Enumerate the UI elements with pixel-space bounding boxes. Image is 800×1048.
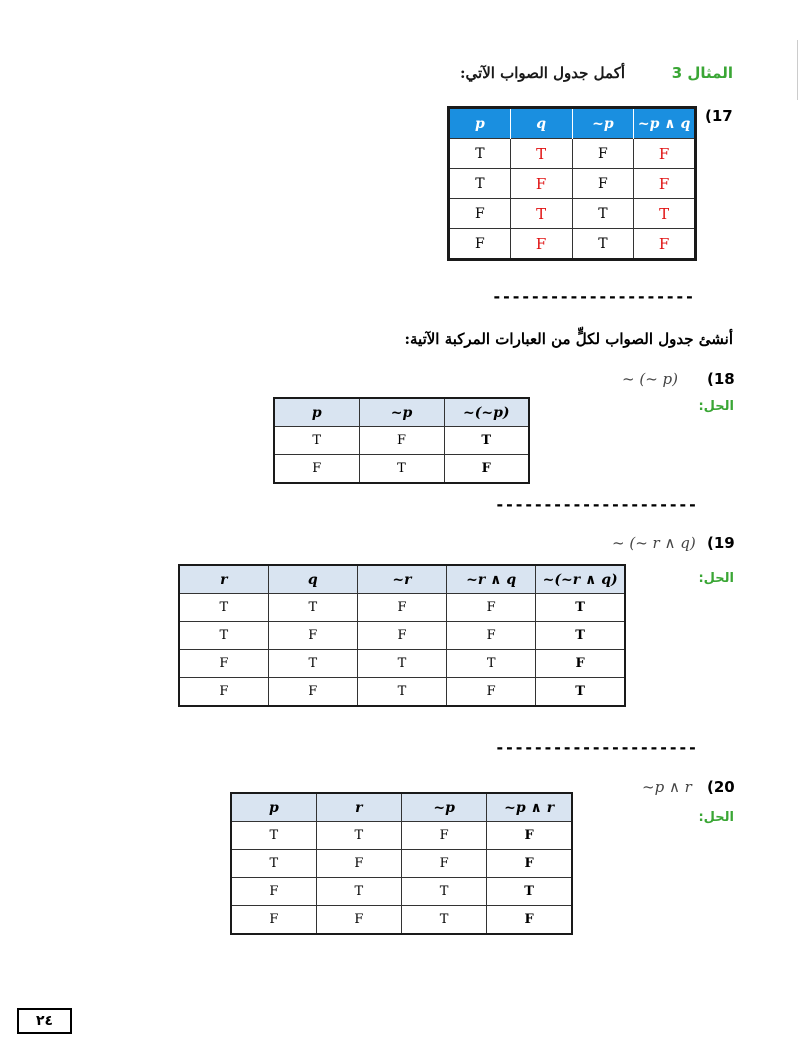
table-header-cell: ~r: [357, 565, 446, 594]
table-cell: T: [359, 455, 444, 484]
table-cell-answer: F: [444, 455, 529, 484]
table-cell: F: [449, 229, 511, 260]
table-cell: T: [274, 427, 359, 455]
table-header-cell: ~r ∧ q: [447, 565, 536, 594]
table-header-cell: r: [316, 793, 401, 822]
table-header-row: [231, 793, 572, 822]
table-header-cell: ~p: [402, 793, 487, 822]
table-cell: F: [179, 678, 268, 707]
table-header-row: [179, 565, 625, 594]
table-header-cell: ~p: [359, 398, 444, 427]
table-cell-answer: T: [536, 678, 625, 707]
question-18-expression: ~ (~ p): [622, 370, 678, 388]
question-17-number: (17: [705, 107, 733, 125]
table-cell: T: [449, 169, 511, 199]
table-header-row: [274, 398, 529, 427]
page-number: ٢٤: [17, 1008, 72, 1034]
table-cell: F: [449, 199, 511, 229]
divider: ---------------------: [495, 495, 698, 514]
example-instruction: أكمل جدول الصواب الآتي:: [459, 64, 625, 82]
table-header-cell: ~(~p): [444, 398, 529, 427]
table-cell: F: [274, 455, 359, 484]
table-cell: F: [572, 139, 634, 169]
question-20-expression: ~p ∧ r: [642, 778, 692, 796]
table-cell: T: [357, 678, 446, 707]
table-cell: F: [357, 622, 446, 650]
divider: ---------------------: [492, 287, 695, 306]
section-instruction: أنشئ جدول الصواب لكلٍّ من العبارات المركبة الآتية:: [404, 330, 733, 348]
question-19-number: (19: [707, 534, 735, 552]
truth-table-17: [447, 106, 697, 261]
truth-table-20: [230, 792, 573, 935]
page-edge-line: [797, 40, 798, 100]
table-row: [179, 650, 625, 678]
solution-label-18: الحل:: [698, 399, 734, 414]
table-cell: F: [359, 427, 444, 455]
truth-table-18: [273, 397, 530, 484]
table-header-cell: q: [510, 108, 572, 139]
table-cell: F: [402, 850, 487, 878]
solution-label-19: الحل:: [698, 571, 734, 586]
table-cell: T: [572, 199, 634, 229]
table-cell: F: [572, 169, 634, 199]
table-row: [449, 229, 696, 260]
table-cell: T: [447, 650, 536, 678]
table-cell: F: [402, 822, 487, 850]
table-cell: T: [268, 650, 357, 678]
table-cell: F: [447, 678, 536, 707]
table-cell-answer: F: [510, 229, 572, 260]
table-header-cell: ~p ∧ q: [634, 108, 696, 139]
table-cell: T: [572, 229, 634, 260]
table-row: [274, 455, 529, 484]
table-cell: T: [449, 139, 511, 169]
question-20-number: (20: [707, 778, 735, 796]
table-row: [179, 678, 625, 707]
truth-table-19: [178, 564, 626, 707]
table-cell: F: [357, 594, 446, 622]
table-header-cell: p: [274, 398, 359, 427]
table-cell-answer: T: [536, 594, 625, 622]
table-header-cell: q: [268, 565, 357, 594]
table-row: [231, 822, 572, 850]
table-cell: F: [447, 594, 536, 622]
table-header-cell: ~(~r ∧ q): [536, 565, 625, 594]
table-cell: T: [231, 850, 316, 878]
table-cell-answer: F: [634, 169, 696, 199]
table-cell-answer: T: [510, 199, 572, 229]
example-label: المثال 3: [671, 64, 733, 82]
table-header-cell: ~p: [572, 108, 634, 139]
table-row: [231, 906, 572, 935]
table-row: [449, 139, 696, 169]
table-row: [449, 169, 696, 199]
table-header-cell: p: [231, 793, 316, 822]
table-row: [449, 199, 696, 229]
table-cell-answer: T: [510, 139, 572, 169]
table-cell: T: [268, 594, 357, 622]
table-row: [179, 594, 625, 622]
solution-label-20: الحل:: [698, 810, 734, 825]
table-cell-answer: T: [444, 427, 529, 455]
table-cell: T: [357, 650, 446, 678]
table-cell-answer: F: [487, 822, 572, 850]
table-cell: T: [402, 906, 487, 935]
table-row: [179, 622, 625, 650]
table-cell: T: [316, 822, 401, 850]
table-cell-answer: F: [634, 229, 696, 260]
table-row: [274, 427, 529, 455]
question-19-expression: ~ (~ r ∧ q): [612, 534, 696, 552]
table-header-row: [449, 108, 696, 139]
table-cell-answer: T: [536, 622, 625, 650]
table-cell: T: [231, 822, 316, 850]
table-cell-answer: F: [634, 139, 696, 169]
table-cell: T: [179, 594, 268, 622]
table-header-cell: ~p ∧ r: [487, 793, 572, 822]
table-row: [231, 850, 572, 878]
table-cell: F: [268, 622, 357, 650]
table-cell: F: [447, 622, 536, 650]
table-cell-answer: T: [634, 199, 696, 229]
table-cell: T: [179, 622, 268, 650]
table-cell: F: [316, 906, 401, 935]
table-cell-answer: F: [487, 850, 572, 878]
table-cell: T: [316, 878, 401, 906]
table-cell-answer: F: [487, 906, 572, 935]
table-cell: F: [231, 906, 316, 935]
table-row: [231, 878, 572, 906]
table-cell-answer: F: [510, 169, 572, 199]
table-cell-answer: F: [536, 650, 625, 678]
table-header-cell: p: [449, 108, 511, 139]
table-header-cell: r: [179, 565, 268, 594]
table-cell: F: [231, 878, 316, 906]
question-18-number: (18: [707, 370, 735, 388]
table-cell: T: [402, 878, 487, 906]
divider: ---------------------: [495, 738, 698, 757]
table-cell: F: [268, 678, 357, 707]
table-cell: F: [179, 650, 268, 678]
table-cell-answer: T: [487, 878, 572, 906]
table-cell: F: [316, 850, 401, 878]
